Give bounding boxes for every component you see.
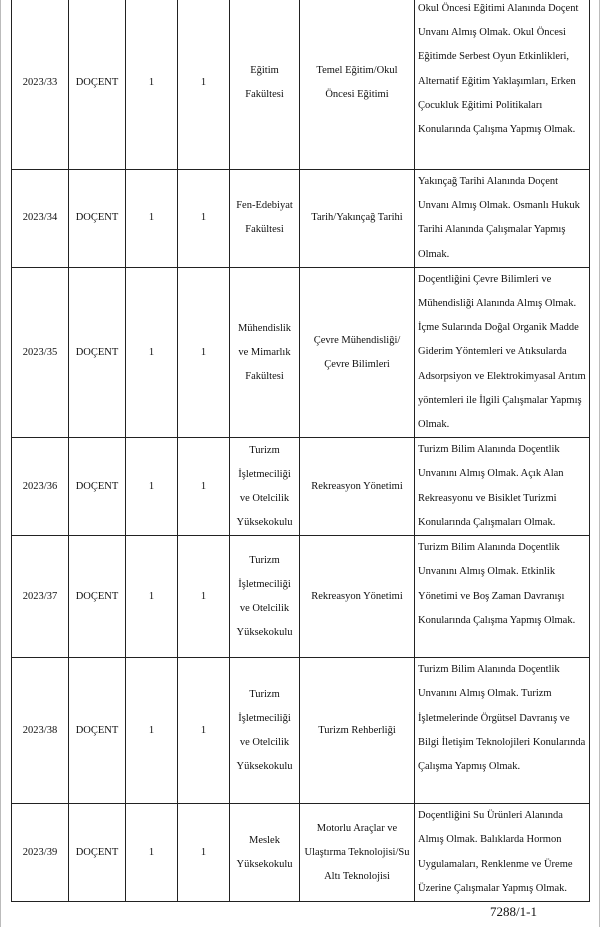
requirement-text: Doçentliğini Su Ürünleri Alanında Almış Olmak. Balıklarda Hormon Uygulamaları, Renklenme ve Üreme Üzerine Çalışmalar Yapmış Olmak.	[415, 804, 590, 902]
table-row	[12, 0, 590, 170]
table-row	[12, 170, 590, 268]
count-a: 1	[126, 267, 178, 437]
count-b: 1	[178, 0, 230, 170]
table-row	[12, 438, 590, 536]
requirement-text: Turizm Bilim Alanında Doçentlik Unvanını Almış Olmak. Açık Alan Rekreasyonu ve Bisiklet Turizmi Konularında Çalışmaları Olmak.	[415, 438, 590, 536]
table-row	[12, 536, 590, 658]
table-row	[12, 804, 590, 902]
positions-table	[11, 0, 590, 902]
count-a: 1	[126, 804, 178, 902]
position-number: 2023/35	[12, 267, 69, 437]
position-number: 2023/37	[12, 536, 69, 658]
unit-name: Turizm İşletmeciliği ve Otelcilik Yüksekokulu	[230, 438, 300, 536]
table-row	[12, 267, 590, 437]
count-a: 1	[126, 0, 178, 170]
count-a: 1	[126, 536, 178, 658]
position-title: DOÇENT	[69, 170, 126, 268]
count-a: 1	[126, 658, 178, 804]
table-row	[12, 658, 590, 804]
position-title: DOÇENT	[69, 658, 126, 804]
department-name: Temel Eğitim/Okul Öncesi Eğitimi	[300, 0, 415, 170]
count-b: 1	[178, 170, 230, 268]
unit-name: Mühendislik ve Mimarlık Fakültesi	[230, 267, 300, 437]
position-title: DOÇENT	[69, 536, 126, 658]
position-title: DOÇENT	[69, 0, 126, 170]
page-code: 7288/1-1	[490, 904, 537, 919]
position-number: 2023/38	[12, 658, 69, 804]
unit-name: Fen-Edebiyat Fakültesi	[230, 170, 300, 268]
count-b: 1	[178, 267, 230, 437]
position-number: 2023/36	[12, 438, 69, 536]
count-a: 1	[126, 170, 178, 268]
department-name: Motorlu Araçlar ve Ulaştırma Teknolojisi/Su Altı Teknolojisi	[300, 804, 415, 902]
department-name: Rekreasyon Yönetimi	[300, 438, 415, 536]
unit-name: Turizm İşletmeciliği ve Otelcilik Yüksekokulu	[230, 536, 300, 658]
department-name: Turizm Rehberliği	[300, 658, 415, 804]
department-name: Tarih/Yakınçağ Tarihi	[300, 170, 415, 268]
requirement-text: Turizm Bilim Alanında Doçentlik Unvanını Almış Olmak. Turizm İşletmelerinde Örgütsel Davranış ve Bilgi İletişim Teknolojileri Konularında Çalışma Yapmış Olmak.	[415, 658, 590, 804]
position-number: 2023/39	[12, 804, 69, 902]
position-number: 2023/33	[12, 0, 69, 170]
unit-name: Eğitim Fakültesi	[230, 0, 300, 170]
requirement-text: Yakınçağ Tarihi Alanında Doçent Unvanı Almış Olmak. Osmanlı Hukuk Tarihi Alanında Çalışmalar Yapmış Olmak.	[415, 170, 590, 268]
unit-name: Meslek Yüksekokulu	[230, 804, 300, 902]
requirement-text: Turizm Bilim Alanında Doçentlik Unvanını Almış Olmak. Etkinlik Yönetimi ve Boş Zaman Davranışı Konularında Çalışma Yapmış Olmak.	[415, 536, 590, 658]
requirement-text: Okul Öncesi Eğitimi Alanında Doçent Unvanı Almış Olmak. Okul Öncesi Eğitimde Serbest Oyun Etkinlikleri, Alternatif Eğitim Yaklaşımları, Erken Çocukluk Eğitimi Politikaları Konularında Çalışma Yapmış Olmak.	[415, 0, 590, 170]
department-name: Çevre Mühendisliği/Çevre Bilimleri	[300, 267, 415, 437]
position-number: 2023/34	[12, 170, 69, 268]
unit-name: Turizm İşletmeciliği ve Otelcilik Yüksekokulu	[230, 658, 300, 804]
count-b: 1	[178, 804, 230, 902]
count-a: 1	[126, 438, 178, 536]
count-b: 1	[178, 536, 230, 658]
count-b: 1	[178, 438, 230, 536]
position-title: DOÇENT	[69, 267, 126, 437]
position-title: DOÇENT	[69, 804, 126, 902]
department-name: Rekreasyon Yönetimi	[300, 536, 415, 658]
requirement-text: Doçentliğini Çevre Bilimleri ve Mühendisliği Alanında Almış Olmak. İçme Sularında Doğal Organik Madde Giderim Yöntemleri ve Atıksularda Adsorpsiyon ve Elektrokimyasal Arıtım yöntemleri ile İlgili Çalışmalar Yapmış Olmak.	[415, 267, 590, 437]
position-title: DOÇENT	[69, 438, 126, 536]
count-b: 1	[178, 658, 230, 804]
